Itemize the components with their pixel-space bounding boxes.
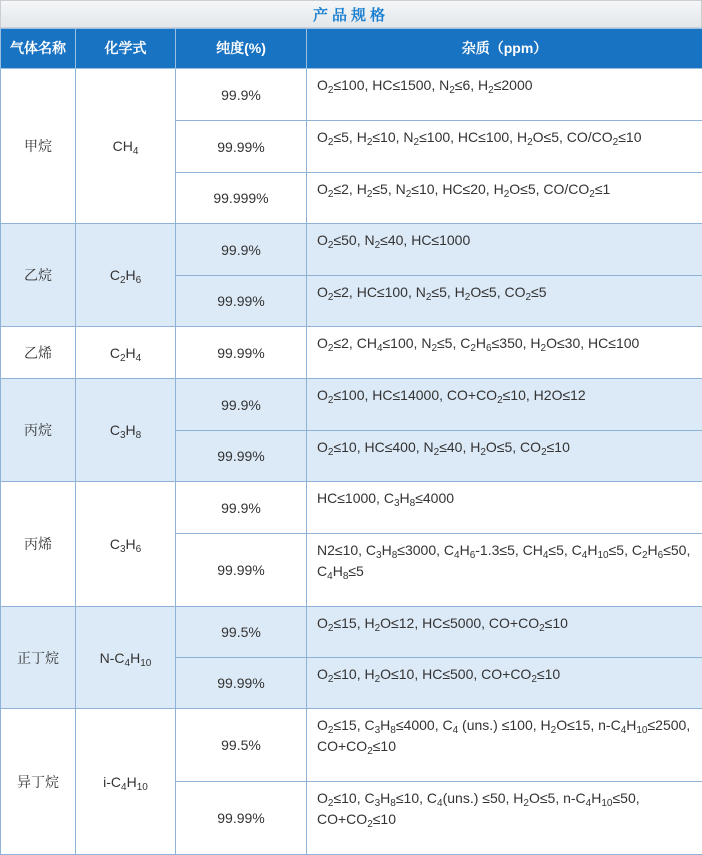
impurities-cell: $O_2\le 5$, $H_2\le 10$, $N_2\le 100$, HC≤100, $H_2O\le 5$, $CO/CO_2\le 10$ xyxy=(307,121,702,173)
purity-cell: 99.9% xyxy=(176,224,307,276)
purity-cell: 99.9% xyxy=(176,482,307,534)
spec-body xyxy=(1,69,702,855)
header-impurities: 杂质（ppm） xyxy=(307,29,702,69)
purity-cell: 99.9% xyxy=(176,69,307,121)
impurities-cell: N2≤10, $C_3H_8\le 3000$, $C_4H_6-1.3\le 5$, $CH_4\le 5$, $C_4H_{10}\le 5$, $C_2H_6\le 50$, $C_4H_8\le 5$ xyxy=(307,534,702,607)
purity-cell: 99.5% xyxy=(176,607,307,658)
gas-name-cell: 丙烷 xyxy=(1,379,76,482)
impurities-cell: $O_2\le 10$, $C_3H_8\le 10$, $C_4(uns.) \le 50$, $H_2O\le 5$, $n-C_4H_{10}\le 50$, $CO+CO_2\le 10$ xyxy=(307,782,702,855)
purity-cell: 99.99% xyxy=(176,534,307,607)
formula-cell: $N-C_4H_{10}$ xyxy=(76,607,176,709)
gas-name-cell: 异丁烷 xyxy=(1,709,76,855)
gas-name-cell: 甲烷 xyxy=(1,69,76,224)
impurities-cell: $O_2\le 2$, $CH_4\le 100$, $N_2\le 5$, $C_2H_6\le 350$, $H_2O\le 30$, HC≤100 xyxy=(307,327,702,379)
impurities-cell: $O_2\le 10$, $H_2O\le 10$, HC≤500, $CO+CO_2\le 10$ xyxy=(307,658,702,709)
table-row xyxy=(1,379,702,431)
impurities-cell: $O_2\le 100$, HC≤1500, $N_2\le 6$, $H_2\le 2000$ xyxy=(307,69,702,121)
header-formula: 化学式 xyxy=(76,29,176,69)
gas-name-cell: 乙烷 xyxy=(1,224,76,327)
header-purity: 纯度(%) xyxy=(176,29,307,69)
impurities-cell: $O_2\le 2$, HC≤100, $N_2\le 5$, $H_2O\le 5$, $CO_2\le 5$ xyxy=(307,276,702,327)
impurities-cell: HC≤1000, $C_3H_8\le 4000$ xyxy=(307,482,702,534)
table-row xyxy=(1,224,702,276)
purity-cell: 99.999% xyxy=(176,173,307,224)
impurities-cell: $O_2\le 2$, $H_2\le 5$, $N_2\le 10$, HC≤20, $H_2O\le 5$, $CO/CO_2\le 1$ xyxy=(307,173,702,224)
purity-cell: 99.99% xyxy=(176,431,307,482)
purity-cell: 99.9% xyxy=(176,379,307,431)
formula-cell: $CH_4$ xyxy=(76,69,176,224)
table-title: 产品规格 xyxy=(0,0,702,28)
purity-cell: 99.99% xyxy=(176,276,307,327)
purity-cell: 99.99% xyxy=(176,782,307,855)
purity-cell: 99.5% xyxy=(176,709,307,782)
gas-name-cell: 正丁烷 xyxy=(1,607,76,709)
header-gas-name: 气体名称 xyxy=(1,29,76,69)
spec-table xyxy=(0,28,702,855)
formula-cell: $C_2H_4$ xyxy=(76,327,176,379)
table-row xyxy=(1,327,702,379)
purity-cell: 99.99% xyxy=(176,327,307,379)
header-row xyxy=(1,29,702,69)
formula-cell: $C_3H_8$ xyxy=(76,379,176,482)
table-row xyxy=(1,482,702,534)
table-row xyxy=(1,69,702,121)
formula-cell: $i-C_4H_{10}$ xyxy=(76,709,176,855)
impurities-cell: $O_2\le 15$, $C_3H_8\le 4000$, $C_4$ (uns.) ≤100, $H_2O\le 15$, $n-C_4H_{10}\le 2500$, $CO+CO_2\le 10$ xyxy=(307,709,702,782)
table-row xyxy=(1,607,702,658)
impurities-cell: $O_2\le 100$, HC≤14000, $CO+CO_2\le 10$, H2O≤12 xyxy=(307,379,702,431)
purity-cell: 99.99% xyxy=(176,121,307,173)
impurities-cell: $O_2\le 50$, $N_2\le 40$, HC≤1000 xyxy=(307,224,702,276)
impurities-cell: $O_2\le 15$, $H_2O\le 12$, HC≤5000, $CO+CO_2\le 10$ xyxy=(307,607,702,658)
formula-cell: $C_2H_6$ xyxy=(76,224,176,327)
gas-name-cell: 丙烯 xyxy=(1,482,76,607)
table-row xyxy=(1,709,702,782)
impurities-cell: $O_2\le 10$, HC≤400, $N_2\le 40$, $H_2O\le 5$, $CO_2\le 10$ xyxy=(307,431,702,482)
purity-cell: 99.99% xyxy=(176,658,307,709)
formula-cell: $C_3H_6$ xyxy=(76,482,176,607)
gas-name-cell: 乙烯 xyxy=(1,327,76,379)
